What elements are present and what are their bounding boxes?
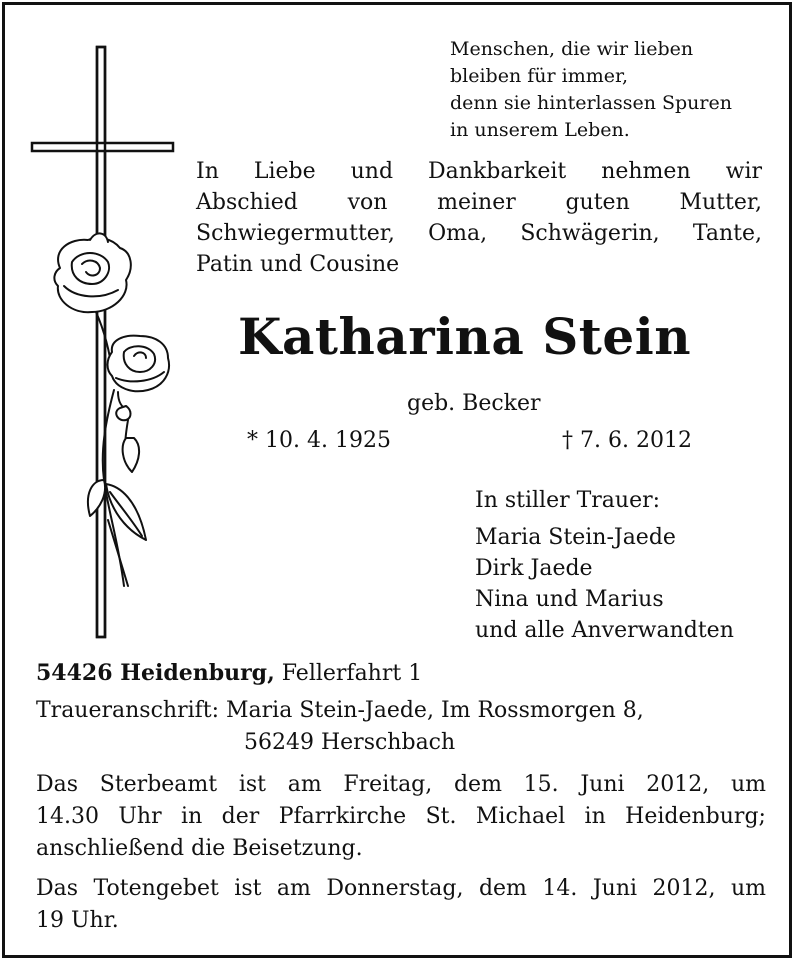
word: Juni [592, 876, 638, 901]
quote-line: Menschen, die wir lieben [450, 38, 694, 60]
word: 15. [523, 772, 559, 797]
word: am [276, 876, 311, 901]
word: nehmen [601, 159, 691, 184]
word: Liebe [253, 159, 316, 184]
word: Michael [475, 804, 566, 829]
word: St. [425, 804, 457, 829]
word: 14.30 [36, 804, 99, 829]
mourning-address-line-1: Traueranschrift: Maria Stein-Jaede, Im Rossmorgen 8, [36, 698, 644, 723]
prayer-service-text [36, 873, 766, 937]
quote-line: bleiben für immer, [450, 65, 629, 87]
word: Heidenburg; [625, 804, 766, 829]
funeral-service-text [36, 769, 766, 865]
word: der [221, 804, 260, 829]
mourner-name: Dirk Jaede [475, 556, 593, 581]
word: Tante, [692, 221, 762, 246]
word: Oma, [428, 221, 488, 246]
word: dem [453, 772, 502, 797]
word: am [287, 772, 322, 797]
word: ist [234, 876, 262, 901]
mourner-name: und alle Anverwandten [475, 618, 734, 643]
word: Mutter, [679, 190, 762, 215]
word: Freitag, [343, 772, 433, 797]
word: 2012, [652, 876, 716, 901]
address-street: Fellerfahrt 1 [281, 661, 423, 686]
prayer-line-2: 19 Uhr. [36, 908, 119, 933]
death-date: † 7. 6. 2012 [562, 428, 692, 453]
word: Donnerstag, [326, 876, 464, 901]
intro-line-3 [196, 218, 762, 249]
maiden-name: geb. Becker [407, 391, 541, 416]
word: Sterbeamt [99, 772, 218, 797]
service-line-2 [36, 801, 766, 833]
word: in [584, 804, 606, 829]
word: dem [478, 876, 527, 901]
word: ist [238, 772, 266, 797]
word: Juni [580, 772, 625, 797]
mourners-list [475, 485, 734, 646]
word: In [196, 159, 219, 184]
word: von [347, 190, 388, 215]
service-line-1 [36, 769, 766, 801]
word: 2012, [646, 772, 710, 797]
word: um [730, 772, 766, 797]
deceased-name: Katharina Stein [238, 307, 692, 366]
intro-line-2 [196, 187, 762, 218]
farewell-intro [196, 156, 762, 280]
word: und [350, 159, 394, 184]
word: Abschied [196, 190, 298, 215]
mourner-name: Nina und Marius [475, 587, 664, 612]
word: Dankbarkeit [428, 159, 567, 184]
word: guten [565, 190, 630, 215]
word: meiner [437, 190, 516, 215]
residence-address [36, 657, 422, 690]
memorial-quote [450, 36, 732, 144]
mourner-name: Maria Stein-Jaede [475, 525, 676, 550]
quote-line: denn sie hinterlassen Spuren [450, 92, 732, 114]
word: Pfarrkirche [278, 804, 407, 829]
word: Uhr [118, 804, 162, 829]
word: 14. [542, 876, 578, 901]
service-line-3: anschließend die Beisetzung. [36, 836, 363, 861]
word: Totengebet [93, 876, 219, 901]
address-city: 54426 Heidenburg, [36, 660, 275, 686]
birth-date: * 10. 4. 1925 [247, 428, 391, 453]
mourners-heading: In stiller Trauer: [475, 488, 661, 513]
rose-icon [54, 233, 169, 586]
quote-line: in unserem Leben. [450, 119, 630, 141]
intro-line-4: Patin und Cousine [196, 252, 400, 277]
word: um [730, 876, 766, 901]
mourning-address-line-2: 56249 Herschbach [244, 730, 456, 755]
intro-line-1 [196, 156, 762, 187]
word: in [181, 804, 203, 829]
word: wir [725, 159, 762, 184]
prayer-line-1 [36, 873, 766, 905]
word: Schwiegermutter, [196, 221, 395, 246]
word: Das [36, 772, 79, 797]
word: Schwägerin, [520, 221, 660, 246]
word: Das [36, 876, 79, 901]
